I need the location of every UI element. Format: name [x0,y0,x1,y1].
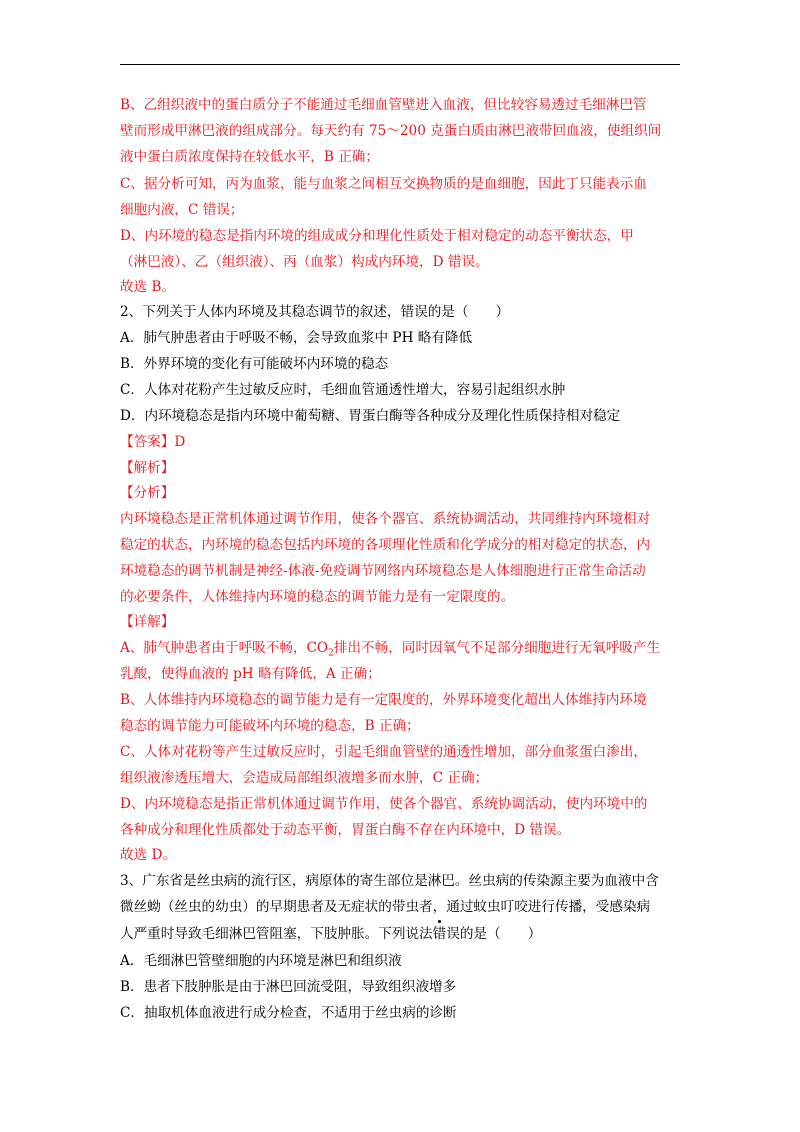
emphasis-dot-char: 错 [432,926,447,942]
question-3-stem-line3 [120,924,541,944]
question-2-option-c: C．人体对花粉产生过敏反应时，毛细血管通透性增大，容易引起组织水肿 [120,382,566,398]
explanation-c-line1: C、据分析可知，丙为血浆，能与血浆之间相互交换物质的是血细胞，因此丁只能表示血 [120,176,647,192]
analysis-heading: 【解析】 [120,460,175,476]
choice-result-2: 故选 D。 [120,847,177,863]
detail-a-line1 [120,638,660,658]
question-3-stem-line2: 微丝蚴（丝虫的幼虫）的早期患者及无症状的带虫者，通过蚊虫叮咬进行传播，受感染病 [120,899,651,915]
question-3-option-c: C．抽取机体血液进行成分检查，不适用于丝虫病的诊断 [120,1005,457,1021]
detail-a-text-start: A、肺气肿患者由于呼吸不畅，CO [120,640,329,656]
question-2-option-b: B．外界环境的变化有可能破坏内环境的稳态 [120,356,389,372]
explanation-b-line3: 液中蛋白质浓度保持在较低水平，B 正确； [120,149,379,165]
explanation-d-line2: （淋巴液）、乙（组织液）、丙（血浆）构成内环境，D 错误。 [120,254,489,270]
detail-c-line2: 组织液渗透压增大，会造成局部组织液增多而水肿，C 正确； [120,770,489,786]
answer-label: 【答案】D [120,434,186,450]
choice-result-1: 故选 B。 [120,279,176,295]
detail-heading: 【详解】 [120,614,175,630]
question-3-stem-line1: 3、广东省是丝虫病的流行区，病原体的寄生部位是淋巴。丝虫病的传染源主要为血液中含 [120,873,659,889]
question-2-option-a: A．肺气肿患者由于呼吸不畅，会导致血浆中 PH 略有降低 [120,330,473,346]
fenxi-line1: 内环境稳态是正常机体通过调节作用，使各个器官、系统协调活动，共同维持内环境相对 [120,511,651,527]
fenxi-line2: 稳定的状态，内环境的稳态包括内环境的各项理化性质和化学成分的相对稳定的状态，内 [120,537,651,553]
explanation-b-line2: 壁而形成甲淋巴液的组成部分。每天约有 75～200 克蛋白质由淋巴液带回血液，使组织间 [120,123,662,139]
explanation-c-line2: 细胞内液，C 错误； [120,202,244,218]
question-2-option-d: D．内环境稳态是指内环境中葡萄糖、胃蛋白酶等各种成分及理化性质保持相对稳定 [120,408,621,424]
detail-a-text-end: 排出不畅，同时因氧气不足部分细胞进行无氧呼吸产生 [333,640,661,656]
question-2-stem: 2、下列关于人体内环境及其稳态调节的叙述，错误的是（ ） [120,304,510,320]
detail-b-line2: 稳态的调节能力可能破坏内环境的稳态，B 正确； [120,718,420,734]
co2-subscript: 2 [328,648,334,659]
detail-d-line2: 各种成分和理化性质都处于动态平衡，胃蛋白酶不存在内环境中，D 错误。 [120,822,571,838]
stem-line3-end: 误的是（ ） [446,926,542,942]
detail-b-line1: B、人体维持内环境稳态的调节能力是有一定限度的，外界环境变化超出人体维持内环境 [120,692,647,708]
fenxi-heading: 【分析】 [120,485,175,501]
detail-a-line2: 乳酸，使得血液的 pH 略有降低，A 正确； [120,666,381,682]
stem-line3-start: 人严重时导致毛细淋巴管阻塞，下肢肿胀。下列说法 [120,926,433,942]
header-rule [120,64,680,65]
detail-c-line1: C、人体对花粉等产生过敏反应时，引起毛细血管壁的通透性增加，部分血浆蛋白渗出， [120,744,647,760]
question-3-option-b: B．患者下肢肿胀是由于淋巴回流受阻，导致组织液增多 [120,979,457,995]
fenxi-line4: 的必要条件，人体维持内环境的稳态的调节能力是有一定限度的。 [120,589,515,605]
explanation-b-line1: B、乙组织液中的蛋白质分子不能通过毛细血管壁进入血液，但比较容易透过毛细淋巴管 [120,97,647,113]
detail-d-line1: D、内环境稳态是指正常机体通过调节作用，使各个器官、系统协调活动，使内环境中的 [120,796,648,812]
question-3-option-a: A．毛细淋巴管壁细胞的内环境是淋巴和组织液 [120,953,402,969]
fenxi-line3: 环境稳态的调节机制是神经-体液-免疫调节网络内环境稳态是人体细胞进行正常生命活动 [120,563,646,579]
explanation-d-line1: D、内环境的稳态是指内环境的组成成分和理化性质处于相对稳定的动态平衡状态，甲 [120,228,634,244]
